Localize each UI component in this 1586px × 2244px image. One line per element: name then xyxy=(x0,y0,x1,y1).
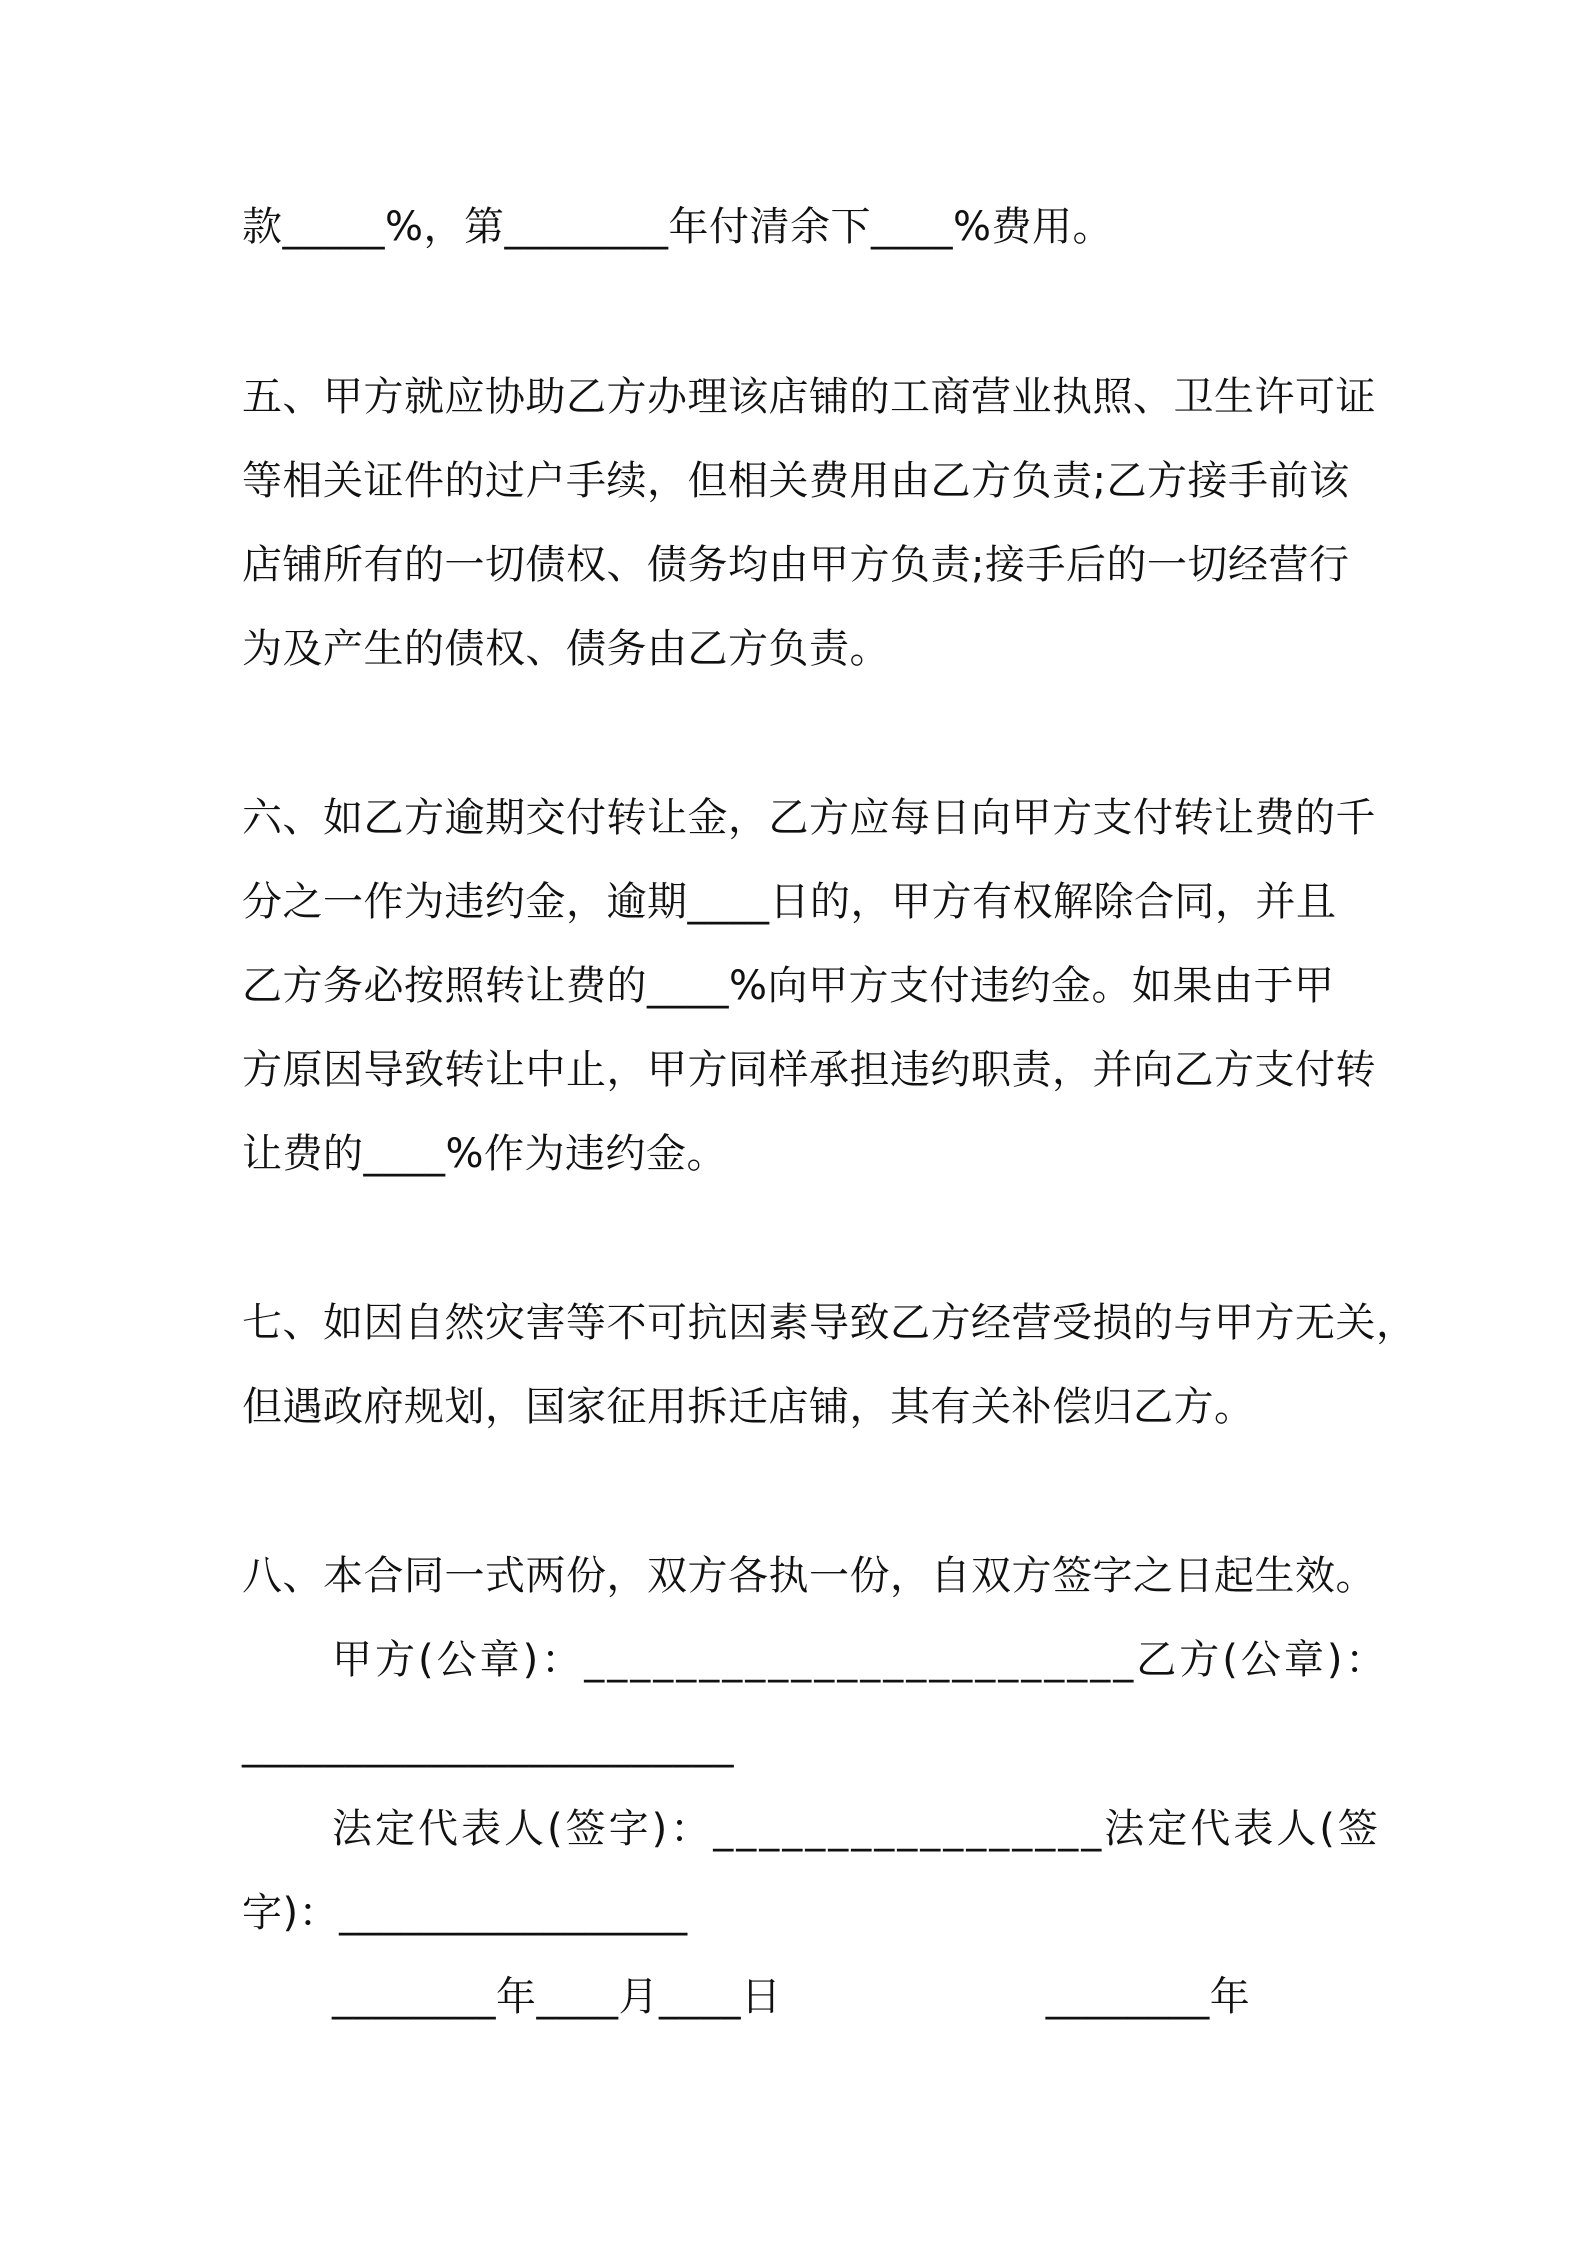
signature-date-line: ________年____月____日 ________年 xyxy=(332,1974,1251,2020)
clause-5-line-3: 店铺所有的一切债权、债务均由甲方负责;接手后的一切经营行 xyxy=(242,542,1350,588)
signature-seal-continuation: ________________________ xyxy=(242,1722,734,1768)
clause-5-line-2: 等相关证件的过户手续，但相关费用由乙方负责;乙方接手前该 xyxy=(242,458,1350,504)
clause-4-payment-tail: 款_____%，第________年付清余下____%费用。 xyxy=(242,204,1114,250)
clause-7-line-1: 七、如因自然灾害等不可抗因素导致乙方经营受损的与甲方无关， xyxy=(242,1300,1417,1346)
clause-6-line-4: 方原因导致转让中止，甲方同样承担违约职责，并向乙方支付转 xyxy=(242,1047,1376,1093)
clause-6-line-1: 六、如乙方逾期交付转让金，乙方应每日向甲方支付转让费的千 xyxy=(242,795,1376,841)
signature-representative-continuation: 字)：_________________ xyxy=(242,1890,688,1936)
clause-6-line-2: 分之一作为违约金，逾期____日的，甲方有权解除合同，并且 xyxy=(242,879,1337,925)
clause-5-line-1: 五、甲方就应协助乙方办理该店铺的工商营业执照、卫生许可证 xyxy=(242,374,1376,420)
clause-6-line-3: 乙方务必按照转让费的____%向甲方支付违约金。如果由于甲 xyxy=(242,963,1335,1009)
clause-5-line-4: 为及产生的债权、债务由乙方负责。 xyxy=(242,626,890,672)
signature-seal-line: 甲方(公章)：________________________乙方(公章)： xyxy=(332,1637,1389,1683)
clause-8-line-1: 八、本合同一式两份，双方各执一份，自双方签字之日起生效。 xyxy=(242,1553,1376,1599)
clause-6-line-5: 让费的____%作为违约金。 xyxy=(242,1131,728,1177)
clause-7-line-2: 但遇政府规划，国家征用拆迁店铺，其有关补偿归乙方。 xyxy=(242,1384,1255,1430)
signature-representative-line: 法定代表人(签字)：_________________法定代表人(签 xyxy=(332,1806,1381,1852)
